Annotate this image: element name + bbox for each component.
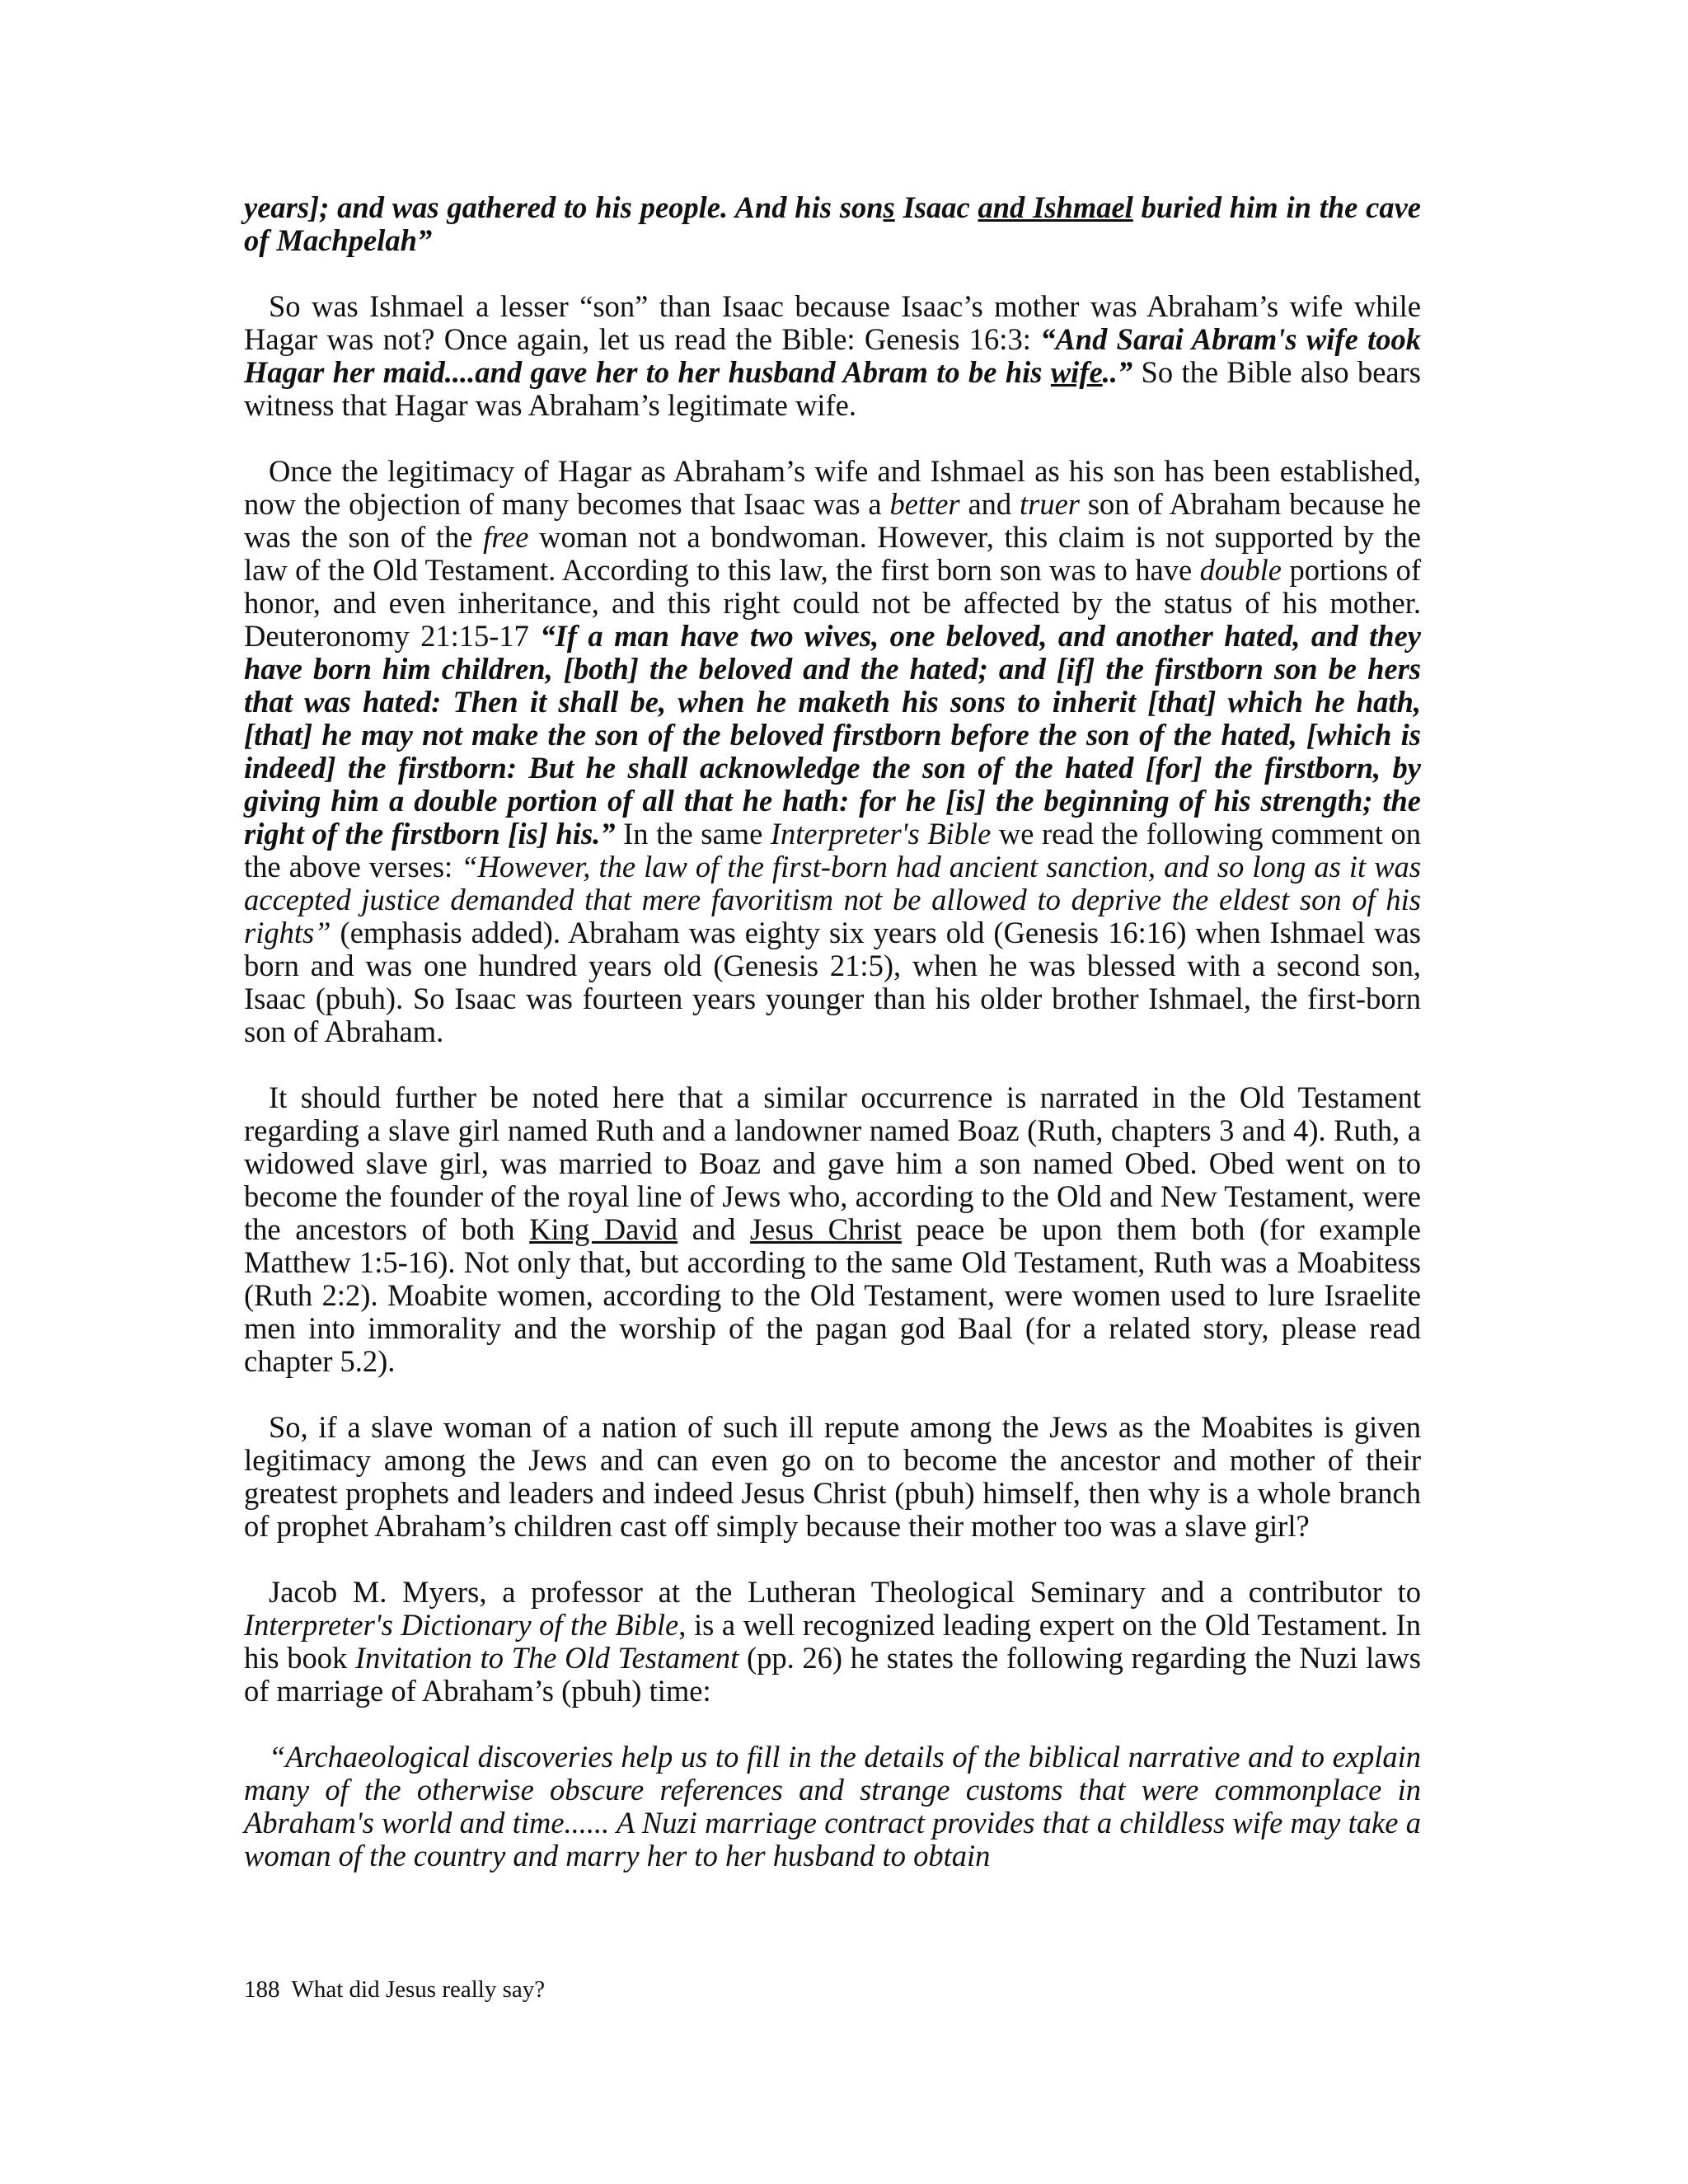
body-text: In the same — [615, 817, 771, 851]
body-text: Once the legitimacy of Hagar as Abraham’s wife and Ishmael as his son has been established, now the objection of many becomes that Isaac was a — [244, 454, 1421, 521]
underlined-text: s — [883, 190, 895, 224]
scripture-quote: ..” — [1102, 355, 1133, 389]
underlined-text: Jesus Christ — [749, 1212, 902, 1246]
body-text: we read the following comment on the above verses: — [244, 817, 1421, 883]
scripture-quote: “If a man have two wives, one beloved, and another hated, and they have born him children, [both] the beloved and the hated; and [if] the firstborn son be hers that was hated: Then it shall be, when he maketh his sons to inherit [that] which he hath, [that] he may not make the son of the beloved firstborn before the son of the hated, [which is indeed] the firstborn: But he shall acknowledge the son of the hated [for] the firstborn, by giving him a double portion of all that he hath: for he [is] the beginning of his strength; the right of the firstborn [is] his.” — [244, 619, 1422, 851]
emphasis-text: free — [483, 520, 529, 554]
page-number: 188 — [244, 1976, 280, 2003]
paragraph-4 — [244, 1081, 1421, 1378]
underlined-text: wife — [1050, 355, 1103, 389]
body-text: peace be upon them both (for example Matthew 1:5-16). Not only that, but according to the same Old Testament, Ruth was a Moabitess (Ruth 2:2). Moabite women, according to the Old Testament, were women used to lure Israelite men into immorality and the worship of the pagan god Baal (for a related story, please read chapter 5.2). — [244, 1212, 1421, 1378]
underlined-text: King David — [529, 1212, 678, 1246]
paragraph-3 — [244, 455, 1421, 1048]
page-footer — [244, 1976, 545, 2004]
body-text: (pp. 26) he states the following regarding the Nuzi laws of marriage of Abraham’s (pbuh) time: — [244, 1641, 1421, 1708]
emphasis-text: double — [1199, 553, 1282, 587]
scripture-quote: “And Sarai Abram's wife took Hagar her maid....and gave her to her husband Abram to be his — [244, 322, 1422, 389]
paragraph-6 — [244, 1576, 1421, 1708]
scripture-quote: buried him in the cave of Machpelah” — [244, 190, 1422, 257]
underlined-text: and Ishmael — [978, 190, 1133, 224]
emphasis-text: truer — [1019, 487, 1080, 521]
book-title: Invitation to The Old Testament — [354, 1641, 739, 1675]
body-text: and — [959, 487, 1020, 521]
paragraph-7 — [244, 1741, 1421, 1872]
body-text: , is a well recognized leading expert on the Old Testament. In his book — [244, 1608, 1421, 1675]
body-text: portions of honor, and even inheritance, and this right could not be affected by the status of his mother. Deuteronomy 21:15-17 — [244, 553, 1421, 653]
body-text: and — [678, 1212, 750, 1246]
paragraph-2 — [244, 290, 1421, 422]
scripture-quote: Isaac — [894, 190, 978, 224]
page-body — [244, 191, 1421, 1905]
body-text: So the Bible also bears witness that Hagar was Abraham’s legitimate wife. — [244, 355, 1421, 422]
body-text: So, if a slave woman of a nation of such ill repute among the Jews as the Moabites is given legitimacy among the Jews and can even go on to become the ancestor and mother of their greatest prophets and leaders and indeed Jesus Christ (pbuh) himself, then why is a whole branch of prophet Abraham’s children cast off simply because their mother too was a slave girl? — [244, 1410, 1421, 1543]
body-text: Jacob M. Myers, a professor at the Lutheran Theological Seminary and a contributor to — [269, 1575, 1421, 1609]
book-title: Interpreter's Bible — [770, 817, 992, 851]
paragraph-1 — [244, 191, 1421, 257]
quoted-comment: “However, the law of the first-born had ancient sanction, and so long as it was accepted justice demanded that mere favoritism not be allowed to deprive the eldest son of his rights” — [244, 850, 1422, 949]
block-quote: “Archaeological discoveries help us to fill in the details of the biblical narrative and to explain many of the otherwise obscure references and strange customs that were commonplace in Abraham's world and time...... A Nuzi marriage contract provides that a childless wife may take a woman of the country and marry her to her husband to obtain — [244, 1740, 1421, 1872]
body-text: woman not a bondwoman. However, this claim is not supported by the law of the Old Testament. According to this law, the first born son was to have — [244, 520, 1421, 587]
scripture-quote: years]; and was gathered to his people. And his son — [244, 190, 884, 224]
body-text: (emphasis added). Abraham was eighty six years old (Genesis 16:16) when Ishmael was born and was one hundred years old (Genesis 21:5), when he was blessed with a second son, Isaac (pbuh). So Isaac was fourteen years younger than his older brother Ishmael, the first-born son of Abraham. — [244, 916, 1421, 1048]
book-title: Interpreter's Dictionary of the Bible — [244, 1608, 679, 1642]
running-title: What did Jesus really say? — [291, 1976, 546, 2003]
paragraph-5 — [244, 1411, 1421, 1543]
body-text: son of Abraham because he was the son of the — [244, 487, 1422, 554]
body-text: So was Ishmael a lesser “son” than Isaac because Isaac’s mother was Abraham’s wife while Hagar was not? Once again, let us read the Bible: Genesis 16:3: — [244, 289, 1421, 356]
body-text: It should further be noted here that a similar occurrence is narrated in the Old Testament regarding a slave girl named Ruth and a landowner named Boaz (Ruth, chapters 3 and 4). Ruth, a widowed slave girl, was married to Boaz and gave him a son named Obed. Obed went on to become the founder of the royal line of Jews who, according to the Old and New Testament, were the ancestors of both — [244, 1080, 1421, 1246]
emphasis-text: better — [889, 487, 960, 521]
